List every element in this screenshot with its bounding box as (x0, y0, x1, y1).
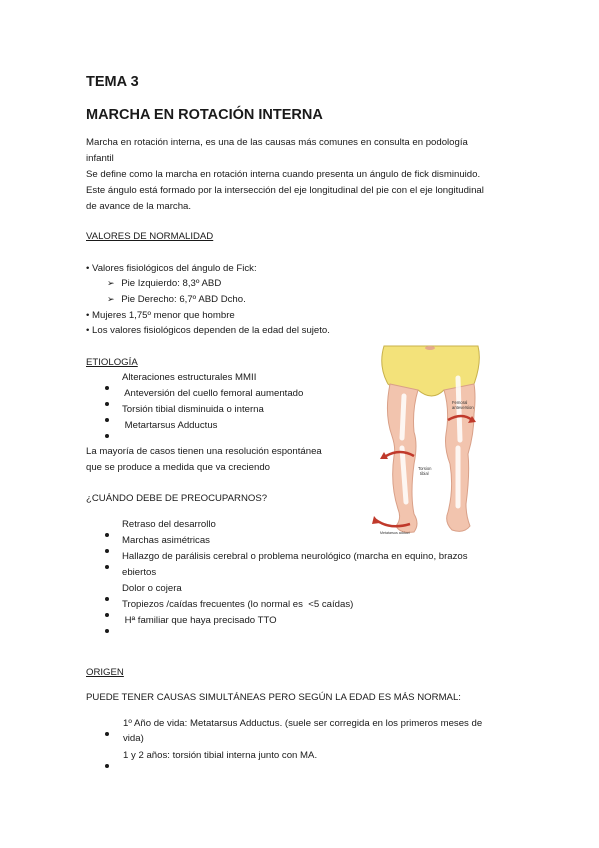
etiologia-item: Metartarsus Adductus (122, 420, 218, 431)
origen-intro: PUEDE TENER CAUSAS SIMULTÁNEAS PERO SEGÚN LA EDAD ES MÁS NORMAL: (86, 692, 461, 703)
intro-line-3: Se define como la marcha en rotación interna cuando presenta un ángulo de fick disminuido. (86, 169, 481, 180)
origen-heading: ORIGEN (86, 667, 124, 678)
valores-item-fick-text: Valores fisiológicos del ángulo de Fick: (92, 263, 257, 274)
etiologia-para-line-2: que se produce a medida que va creciendo (86, 462, 271, 473)
origen-bullet (105, 755, 109, 773)
valores-item-mujeres-text: Mujeres 1,75º menor que hombre (92, 310, 235, 321)
bullet-dot-icon (105, 597, 109, 601)
intro-line-4: Este ángulo está formado por la intersección del eje longitudinal del pie con el eje longitudinal (86, 185, 484, 196)
valores-item-mujeres (86, 310, 235, 321)
preocupar-heading: ¿CUÁNDO DEBE DE PREOCUPARNOS? (86, 493, 268, 504)
bullet-dot-icon (105, 418, 109, 422)
page-title: MARCHA EN ROTACIÓN INTERNA (86, 107, 323, 123)
etiologia-item: Anteversión del cuello femoral aumentado (122, 388, 304, 399)
bullet-glyph: • (86, 263, 90, 274)
legs-illustration-svg (370, 344, 492, 536)
etiologia-bullet (105, 425, 109, 443)
preocupar-item-continuation: ebiertos (122, 567, 157, 578)
navel-shape (425, 346, 435, 350)
preocupar-item: Hallazgo de parálisis cerebral o problema neurológico (marcha en equino, brazos (122, 551, 468, 562)
bullet-dot-icon (105, 613, 109, 617)
valores-subitem-left (107, 278, 221, 289)
bullet-dot-icon (105, 434, 109, 438)
femoral-label-line1: Femoral (452, 400, 468, 405)
bullet-dot-icon (105, 386, 109, 390)
valores-subitem-right-text: Pie Derecho: 6,7º ABD Dcho. (121, 294, 246, 305)
bullet-dot-icon (105, 764, 109, 768)
origen-item: 1º Año de vida: Metatarsus Adductus. (suele ser corregida en los primeros meses de (123, 718, 483, 729)
bullet-dot-icon (105, 402, 109, 406)
preocupar-item: Dolor o cojera (122, 583, 182, 594)
arrowhead-bullet-icon: ➢ (107, 294, 115, 304)
intro-line-1: Marcha en rotación interna, es una de las causas más comunes en consulta en podología (86, 137, 468, 148)
valores-item-edad-text: Los valores fisiológicos dependen de la edad del sujeto. (92, 325, 330, 336)
arrowhead-bullet-icon: ➢ (107, 278, 115, 288)
bullet-dot-icon (105, 533, 109, 537)
preocupar-item: Retraso del desarrollo (122, 519, 216, 530)
etiologia-heading: ETIOLOGÍA (86, 357, 138, 368)
preocupar-bullet (105, 620, 109, 638)
preocupar-item: Hª familiar que haya precisado TTO (122, 615, 277, 626)
valores-subitem-left-text: Pie Izquierdo: 8,3º ABD (121, 278, 222, 289)
tibial-label-line1: Torsion (418, 466, 432, 471)
bullet-dot-icon (105, 732, 109, 736)
valores-subitem-right (107, 294, 246, 305)
etiologia-item: Alteraciones estructurales MMII (122, 372, 257, 383)
metatarsus-label: Metatarsus adduct (380, 531, 410, 535)
legs-illustration (370, 344, 492, 536)
metatarsus-arrowhead-icon (372, 516, 380, 524)
intro-line-5: de avance de la marcha. (86, 201, 192, 212)
valores-item-fick (86, 263, 257, 274)
intro-line-2: infantil (86, 153, 114, 164)
origen-item-continuation: vida) (123, 733, 144, 744)
preocupar-bullet (105, 556, 109, 574)
bullet-glyph: • (86, 310, 90, 321)
origen-item: 1 y 2 años: torsión tibial interna junto con MA. (123, 750, 318, 761)
valores-heading: VALORES DE NORMALIDAD (86, 231, 214, 242)
valores-item-edad (86, 325, 330, 336)
tibial-label-line2: tibial (420, 471, 429, 476)
preocupar-item: Tropiezos /caídas frecuentes (lo normal es <5 caídas) (122, 599, 354, 610)
topic-number: TEMA 3 (86, 74, 139, 90)
preocupar-item: Marchas asimétricas (122, 535, 210, 546)
bullet-dot-icon (105, 549, 109, 553)
bullet-glyph: • (86, 325, 90, 336)
left-femur-bone (402, 396, 404, 438)
bullet-dot-icon (105, 629, 109, 633)
bullet-dot-icon (105, 565, 109, 569)
etiologia-item: Torsión tibial disminuida o interna (122, 404, 264, 415)
origen-bullet (105, 723, 109, 741)
femoral-label-line2: anteversion (452, 405, 474, 410)
etiologia-para-line-1: La mayoría de casos tienen una resolución espontánea (86, 446, 322, 457)
